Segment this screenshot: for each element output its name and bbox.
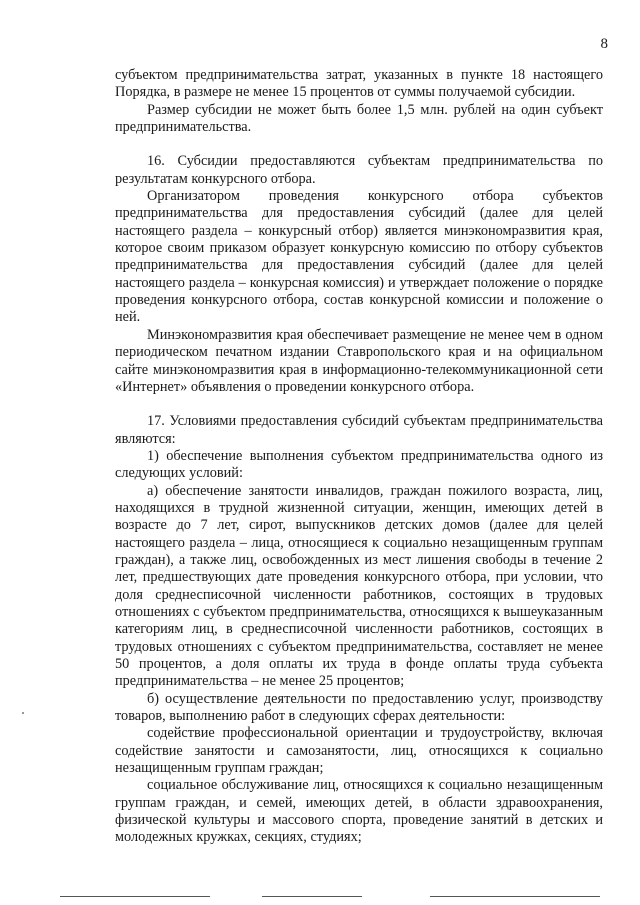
paragraph: содействие профессиональной ориентации и трудоустройству, включая содействие занятости и самозанятости, лиц, относящихся к социально незащищенным группам граждан; [115,725,603,777]
paragraph: 1) обеспечение выполнения субъектом предпринимательства одного из следующих условий: [115,447,603,482]
page-number: 8 [600,36,608,52]
document-body [115,67,603,847]
paragraph: Размер субсидии не может быть более 1,5 млн. рублей на один субъект предпринимательства. [115,101,603,136]
paragraph: Минэкономразвития края обеспечивает размещение не менее чем в одном периодическом печатном издании Ставропольского края и на официальном сайте минэкономразвития края в информационно-телекоммуникационной сети «Интернет» объявления о проведении конкурсного отбора. [115,326,603,395]
paragraph: социальное обслуживание лиц, относящихся к социально незащищенным группам граждан, и семей, имеющих детей, в области здравоохранения, физической культуры и массового спорта, проведение занятий в детских и молодежных кружках, секциях, студиях; [115,777,603,846]
paragraph: а) обеспечение занятости инвалидов, граждан пожилого возраста, лиц, находящихся в трудной жизненной ситуации, женщин, имеющих детей в возрасте до 7 лет, сирот, выпускников детских домов (далее для целей настоящего раздела – лица, относящиеся к социально незащищенным группам граждан), а также лиц, освобожденных из мест лишения свободы в течение 2 лет, предшествующих дате проведения конкурсного отбора, при условии, что доля среднесписочной численности работников, состоящих в трудовых отношениях с субъектом предпринимательства, относящихся к вышеуказанным категориям лиц, в среднесписочной численности работников, состоящих в трудовых отношениях с субъектом предпринимательства, составляет не менее 50 процентов, а доля оплаты их труда в фонде оплаты труда субъекта предпринимательства – не менее 25 процентов; [115,482,603,690]
paragraph: субъектом предпринимательства затрат, указанных в пункте 18 настоящего Порядка, в размере не менее 15 процентов от суммы получаемой субсидии. [115,67,603,101]
footer-rule [430,896,600,897]
footer-rule [262,896,362,897]
paragraph: Организатором проведения конкурсного отбора субъектов предпринимательства для предоставления субсидий (далее для целей настоящего раздела – конкурсный отбор) является минэкономразвития края, которое своим приказом образует конкурсную комиссию по отбору субъектов предпринимательства для предоставления субсидий (далее для целей настоящего раздела – конкурсная комиссия) и утверждает положение о порядке проведения конкурсного отбора, состав конкурсной комиссии и положение о ней. [115,188,603,326]
paragraph: б) осуществление деятельности по предоставлению услуг, производству товаров, выполнению работ в следующих сферах деятельности: [115,690,603,725]
scan-speck [22,712,24,714]
footer-rule [60,896,210,897]
section-16-paragraph: 16. Субсидии предоставляются субъектам предпринимательства по результатам конкурсного отбора. [115,153,603,187]
section-17-paragraph: 17. Условиями предоставления субсидий субъектам предпринимательства являются: [115,413,603,447]
